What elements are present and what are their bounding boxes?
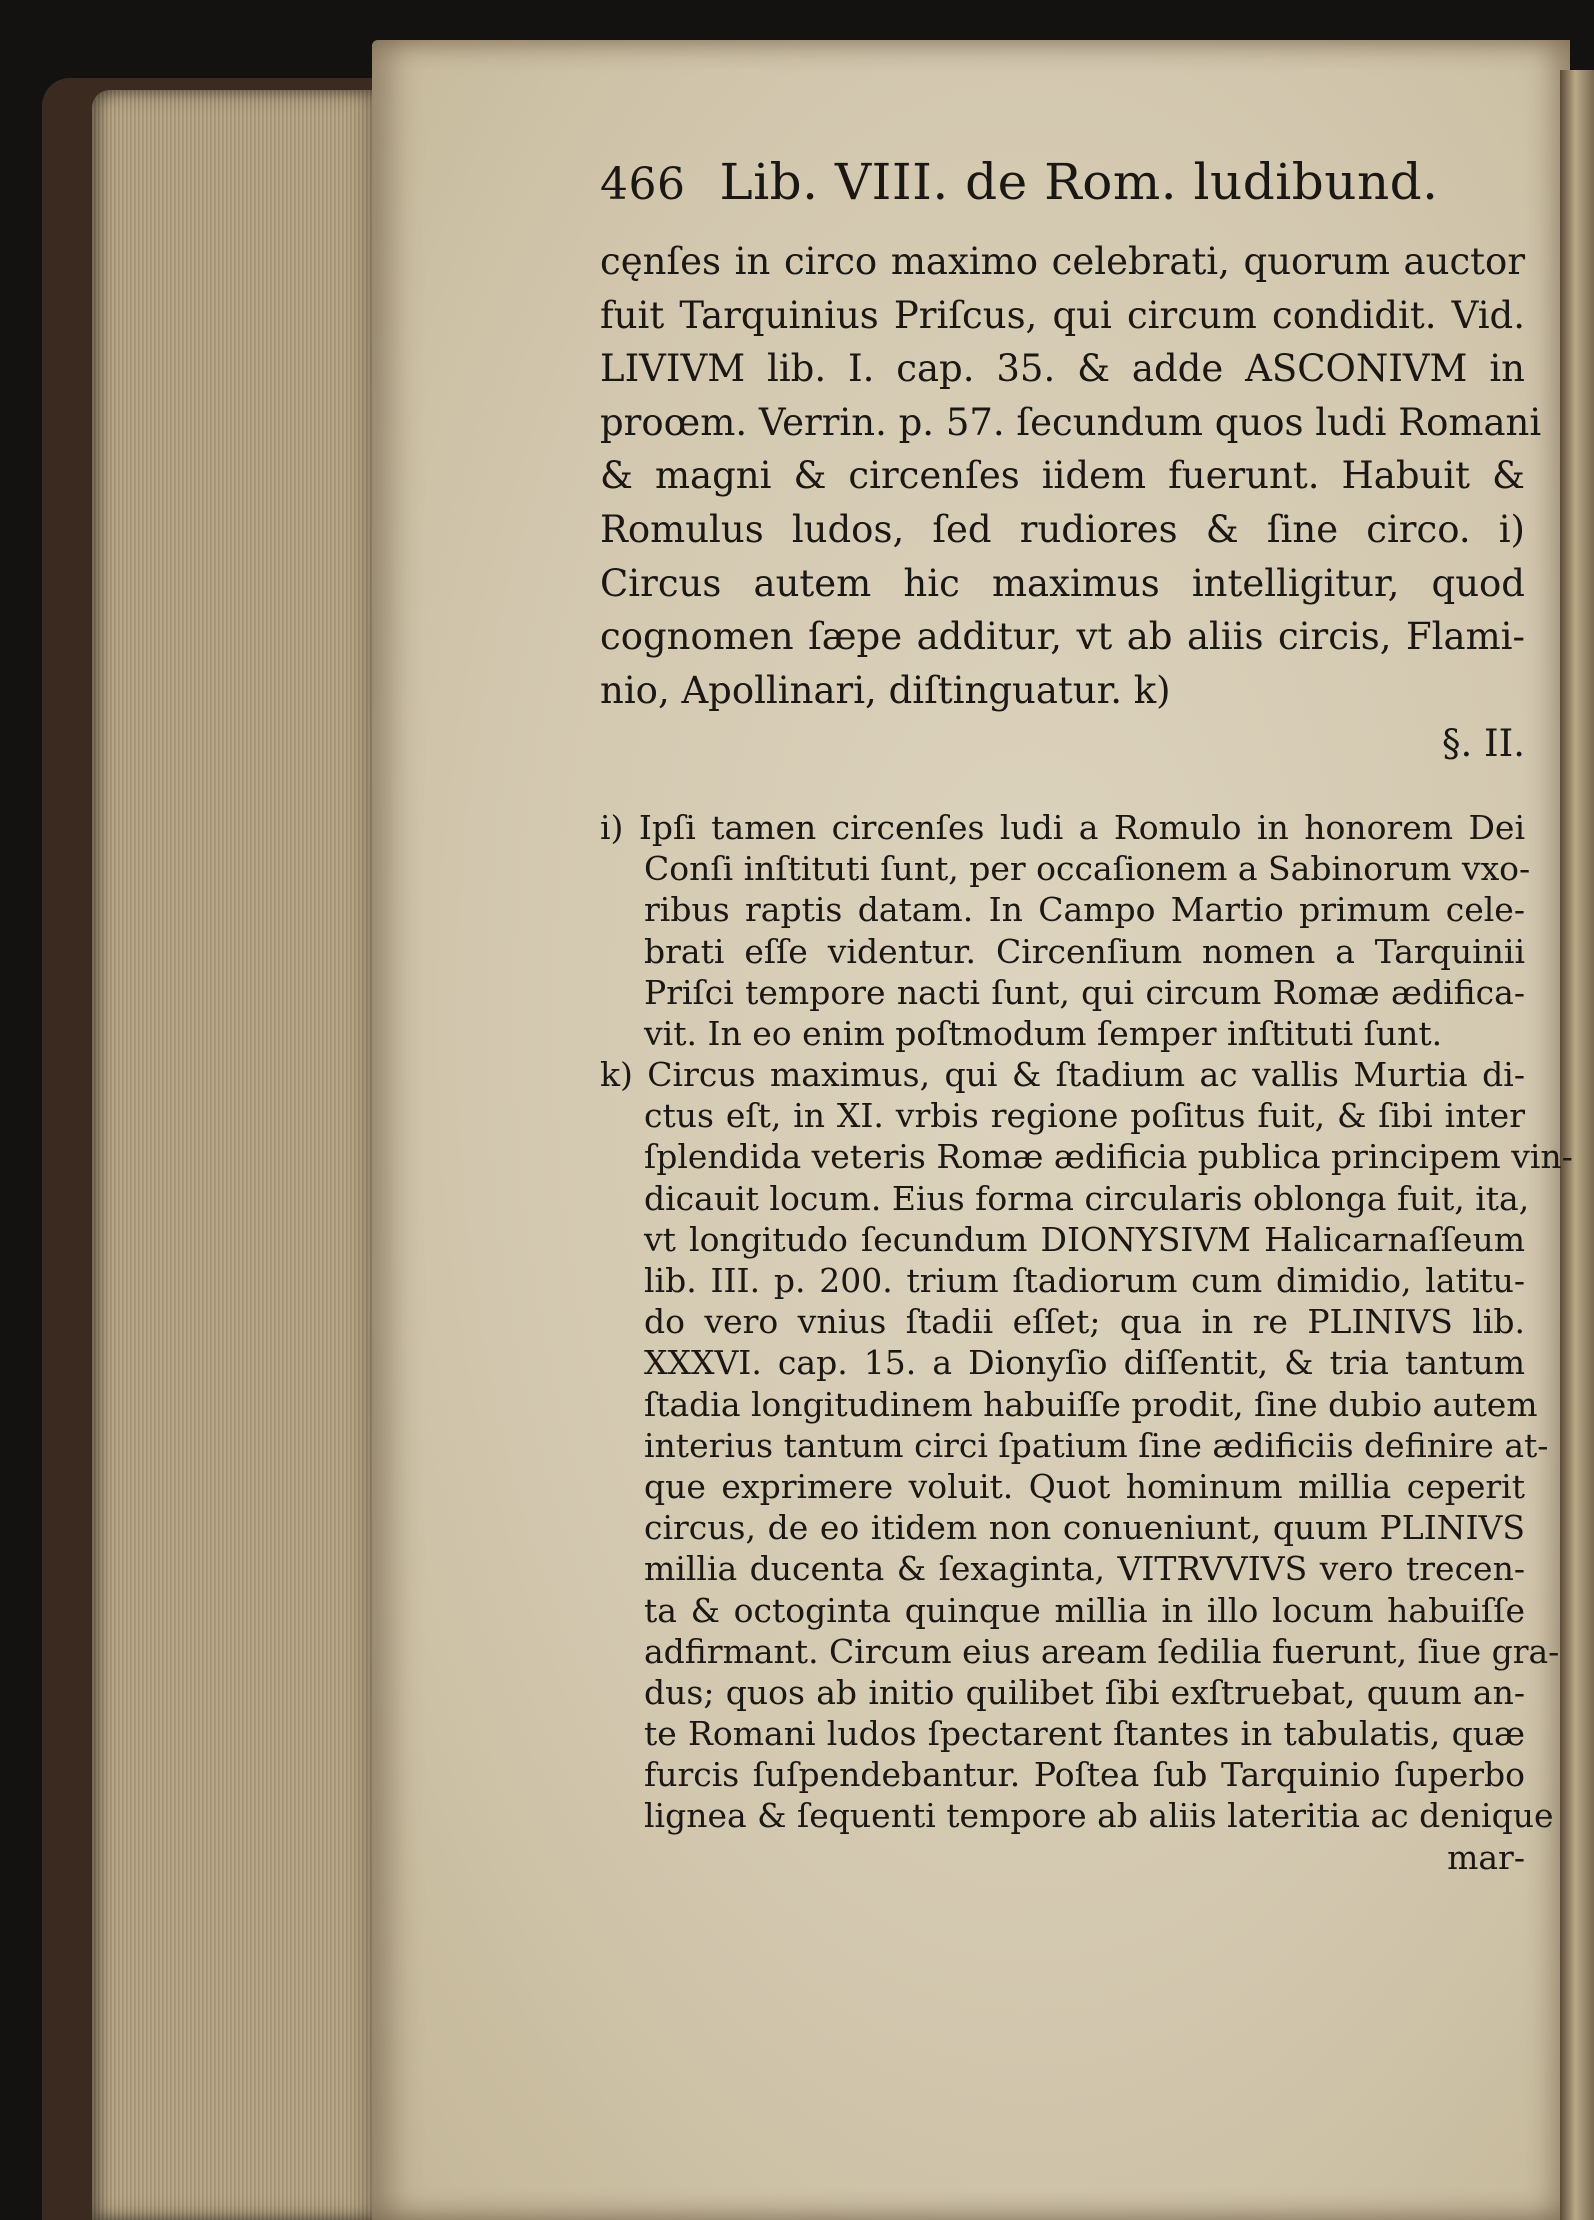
footnote-line: te Romani ludos ſpectarent ſtantes in tabulatis, quæ	[644, 1714, 1525, 1754]
footnote-line: vt longitudo ſecundum DIONYSIVM Halicarnaſſeum	[644, 1219, 1525, 1259]
main-line: Romulus ludos, ſed rudiores & ſine circo. i)	[600, 507, 1525, 551]
footnote-line: do vero vnius ſtadii eſſet; qua in re PLINIVS lib.	[644, 1302, 1525, 1342]
footnote-line: dicauit locum. Eius forma circularis oblonga fuit, ita,	[644, 1178, 1530, 1218]
main-line: Circus autem hic maximus intelligitur, quod	[600, 561, 1525, 605]
footnote-line: ſplendida veteris Romæ ædificia publica principem vin-	[644, 1137, 1573, 1177]
footnote-line: Priſci tempore nacti ſunt, qui circum Romæ ædifica-	[644, 972, 1525, 1012]
main-line: cognomen ſæpe additur, vt ab aliis circis, Flami-	[600, 615, 1525, 659]
page-block-edges	[92, 90, 384, 2220]
footnote-line: lignea & ſequenti tempore ab aliis lateritia ac denique	[644, 1796, 1554, 1836]
section-catchword: §. II.	[1441, 722, 1525, 766]
main-line: LIVIVM lib. I. cap. 35. & adde ASCONIVM in	[600, 347, 1525, 391]
page-number: 466	[600, 159, 686, 210]
main-text	[600, 235, 1542, 771]
footnote-line: XXXVI. cap. 15. a Dionyſio diſſentit, & tria tantum	[644, 1343, 1525, 1383]
main-line: cęnſes in circo maximo celebrati, quorum auctor	[600, 240, 1525, 283]
footnote-line: ribus raptis datam. In Campo Martio primum cele-	[644, 890, 1525, 930]
footnote-line: dus; quos ab initio quilibet ſibi exſtruebat, quum an-	[644, 1672, 1525, 1712]
main-line: nio, Apollinari, diſtinguatur. k)	[600, 668, 1171, 712]
page-text-block	[600, 150, 1573, 1878]
footnote-line: ſtadia longitudinem habuiſſe prodit, ſine dubio autem	[644, 1384, 1538, 1424]
footnote-line: adfirmant. Circum eius aream ſedilia fuerunt, ſiue gra-	[644, 1631, 1560, 1671]
main-line: & magni & circenſes iidem fuerunt. Habuit &	[600, 454, 1525, 498]
running-title: Lib. VIII. de Rom. ludibund.	[719, 153, 1439, 211]
running-header	[600, 150, 1525, 217]
footnote-line: furcis ſuſpendebantur. Poſtea ſub Tarquinio ſuperbo	[644, 1755, 1525, 1795]
footnote-line: ctus eſt, in XI. vrbis regione poſitus fuit, & ſibi inter	[644, 1096, 1525, 1136]
footnote-line: i) Ipſi tamen circenſes ludi a Romulo in honorem Dei	[600, 807, 1525, 847]
main-line: fuit Tarquinius Priſcus, qui circum condidit. Vid.	[600, 293, 1525, 337]
footnote-line: vit. In eo enim poſtmodum ſemper inſtituti ſunt.	[644, 1013, 1443, 1053]
footnote-line: que exprimere voluit. Quot hominum millia ceperit	[644, 1466, 1525, 1506]
footnote-line: interius tantum circi ſpatium ſine ædificiis definire at-	[644, 1425, 1549, 1465]
main-line: proœm. Verrin. p. 57. ſecundum quos ludi Romani	[600, 400, 1542, 444]
footnote-line: millia ducenta & ſexaginta, VITRVVIVS vero trecen-	[644, 1549, 1525, 1589]
footnote-line: k) Circus maximus, qui & ſtadium ac vallis Murtia di-	[600, 1055, 1525, 1095]
footnote-line: lib. III. p. 200. trium ſtadiorum cum dimidio, latitu-	[644, 1261, 1525, 1300]
footnote-line: Conſi inſtituti ſunt, per occaſionem a Sabinorum vxo-	[644, 849, 1531, 889]
footnote-line: ta & octoginta quinque millia in illo locum habuiſſe	[644, 1590, 1525, 1630]
footnote-line: circus, de eo itidem non conueniunt, quum PLINIVS	[644, 1508, 1525, 1548]
footnote-line: brati eſſe videntur. Circenſium nomen a Tarquinii	[644, 931, 1525, 971]
footnote-catchword: mar-	[1447, 1837, 1525, 1877]
footnotes	[600, 807, 1573, 1878]
